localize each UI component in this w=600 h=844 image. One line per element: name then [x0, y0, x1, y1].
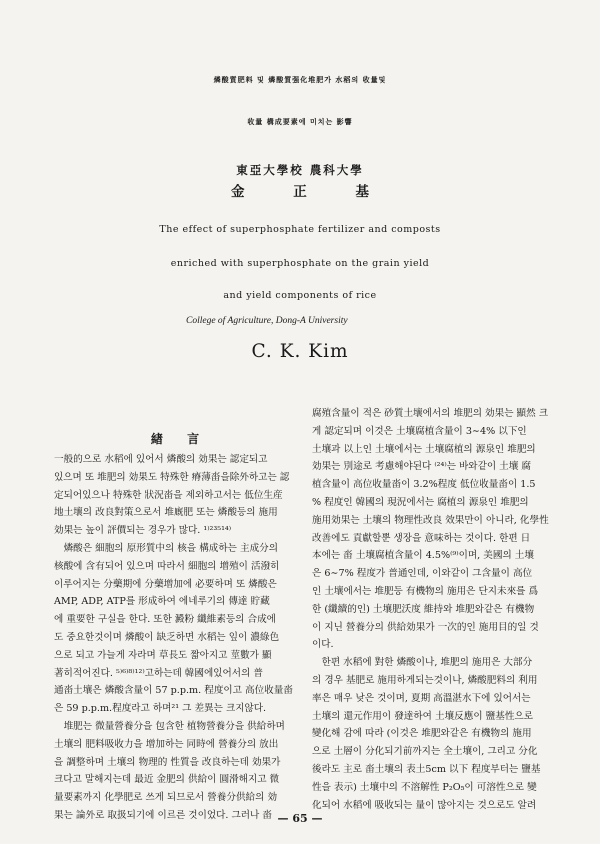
body-line: 크다고 말해지는데 最近 金肥의 供給이 圓滑해지고 微: [54, 774, 280, 786]
body-line: 있으며 또 堆肥의 効果도 特殊한 瘠薄畓을除外하고는 認: [54, 471, 290, 483]
body-line: 化되어 水稻에 吸收되는 量이 많아지는 것으로도 알려: [312, 799, 537, 811]
body-line: 을 調整하며 土壤의 物理的 性質을 改良하는데 効果가: [54, 756, 281, 768]
body-line: 施用効果는 土壤의 物理性改良 效果만이 아니라, 化學性: [312, 514, 549, 526]
body-line: 土壤의 還元作用이 發達하여 土壤反應이 鹽基性으로: [312, 710, 533, 722]
body-line: 率은 매우 낮은 것이며, 夏期 高溫湛水下에 있어서는: [312, 692, 531, 704]
body-line: 에 重要한 구실을 한다. 또한 澱粉 纖維素등의 合成에: [54, 614, 276, 626]
english-author: C. K. Kim: [251, 341, 349, 362]
body-line: 이다.: [312, 639, 334, 651]
body-line: 인 土壤에서는 堆肥등 有機物의 施用은 단지未來를 爲: [312, 585, 539, 597]
body-line: 地土壤의 改良對策으로서 堆廐肥 또는 燐酸등의 施用: [54, 507, 278, 519]
body-line: 으로 되고 가늘게 자라며 草長도 짧아지고 莖數가 顯: [54, 649, 272, 661]
left-text-column: [54, 451, 306, 825]
korean-author: 金 正 基: [231, 184, 391, 200]
body-line: 量要素까지 化學肥로 쓰게 되므로서 營養分供給의 効: [54, 792, 278, 804]
body-line: 變化해 감에 따라 (이것은 堆肥와같은 有機物의 施用: [312, 728, 532, 740]
body-line: 의 경우 基肥로 施用하게되는것이나, 燐酸肥料의 利用: [312, 674, 538, 686]
body-line: 土壤과 以上인 土壤에서는 土壤腐植의 源泉인 堆肥의: [312, 443, 536, 455]
body-line: 改善에도 貢獻할뿐 생장을 意味하는 것이다. 한편 日: [312, 532, 531, 544]
body-line: 도 중요한것이며 燐酸이 缺乏하면 水稻는 잎이 濃綠色: [54, 631, 280, 643]
body-line: 通畓土壤은 燐酸含量이 57 p.p.m. 程度이고 高位收量畓: [54, 685, 293, 697]
body-line: 果는 論外로 取扱되기에 이르른 것이었다. 그러나 畓: [54, 809, 272, 821]
body-line: 後라도 主로 畓土壤의 表土5cm 以下 程度부터는 鹽基: [312, 763, 541, 775]
body-line: 核酸에 含有되어 있으며 따라서 細胞의 增殖이 活潑히: [54, 560, 280, 572]
page-number: — 65 —: [277, 812, 323, 825]
body-line: 効果는 높이 評價되는 경우가 많다. ¹⁾²³⁵¹⁴⁾: [54, 525, 232, 537]
body-line: 性을 表示) 土壤中의 不溶解性 P₂O₅이 可溶性으로 變: [312, 781, 537, 793]
body-line: 植含量이 高位收量畓이 3.2%程度 低位收量畓이 1.5: [312, 479, 536, 491]
body-line: 腐殖含量이 적은 砂質土壤에서의 堆肥의 効果는 顯然 크: [312, 408, 549, 419]
body-line: 이루어지는 分藥期에 分藥增加에 必要하며 또 燐酸은: [54, 578, 277, 590]
body-line: 게 認定되며 이것은 土壤腐植含量이 3∼4% 以下인: [312, 425, 527, 437]
body-line: 으로 土層이 分化되기前까지는 全土壤이, 그리고 分化: [312, 746, 538, 758]
body-line: 은 6∼7% 程度가 普通인데, 이와같이 그含量이 高位: [312, 568, 533, 580]
korean-title-line-2: 收量 構成要素에 미치는 影響: [247, 117, 353, 126]
english-affiliation: College of Agriculture, Dong-A University: [186, 316, 348, 326]
body-line: 燐酸은 細胞의 原形質中의 核을 構成하는 主成分의: [54, 542, 279, 554]
body-line: 한 (纖續的인) 土壤肥沃度 維持와 堆肥와같은 有機物: [312, 603, 535, 615]
body-line: 効果는 別途로 考慮해야된다 ⁽²⁴⁾는 바와같이 土壤 腐: [312, 461, 531, 473]
english-title-line-3: and yield components of rice: [223, 290, 377, 301]
body-line: 堆肥는 微量營養分을 包含한 植物營養分을 供給하며: [54, 720, 285, 732]
body-line: 一般的으로 水稻에 있어서 燐酸의 効果는 認定되고: [54, 454, 268, 465]
body-line: 은 59 p.p.m.程度라고 하며²¹ 그 差異는 크지않다.: [54, 703, 267, 715]
korean-affiliation: 東亞大學校 農科大學: [236, 163, 364, 177]
english-title-line-2: enriched with superphosphate on the grain yield: [170, 258, 430, 269]
body-line: % 程度인 韓國의 現況에서는 腐植의 源泉인 堆肥의: [312, 496, 529, 508]
body-line: 著히적어진다. ⁵⁾⁶⁾⁸⁾¹²⁾고하는데 韓國에있어서의 普: [54, 667, 263, 679]
korean-title-line-1: 燐酸質肥料 및 燐酸質强化堆肥가 水稻의 收量및: [213, 75, 387, 84]
body-line: 한편 水稻에 對한 燐酸이나, 堆肥의 施用은 大部分: [312, 657, 533, 669]
body-line: 이 지닌 營養分의 供給効果가 一次的인 施用目的일 것: [312, 621, 539, 633]
english-title-line-1: The effect of superphosphate fertilizer and composts: [159, 224, 441, 235]
right-text-column: [312, 405, 574, 814]
section-heading-introduction: 緖 言: [150, 432, 210, 446]
body-line: 定되어있으나 特殊한 狀況畓을 제외하고서는 低位生産: [54, 489, 283, 501]
body-line: AMP, ADP, ATP를 形成하여 에네루기의 傳達 貯藏: [54, 596, 270, 608]
body-line: 土壤의 肥料吸收力을 增加하는 同時에 營養分의 放出: [54, 738, 279, 750]
body-line: 本에는 畓 土壤腐植含量이 4.5%⁽⁹⁾이며, 美國의 土壤: [312, 550, 534, 562]
